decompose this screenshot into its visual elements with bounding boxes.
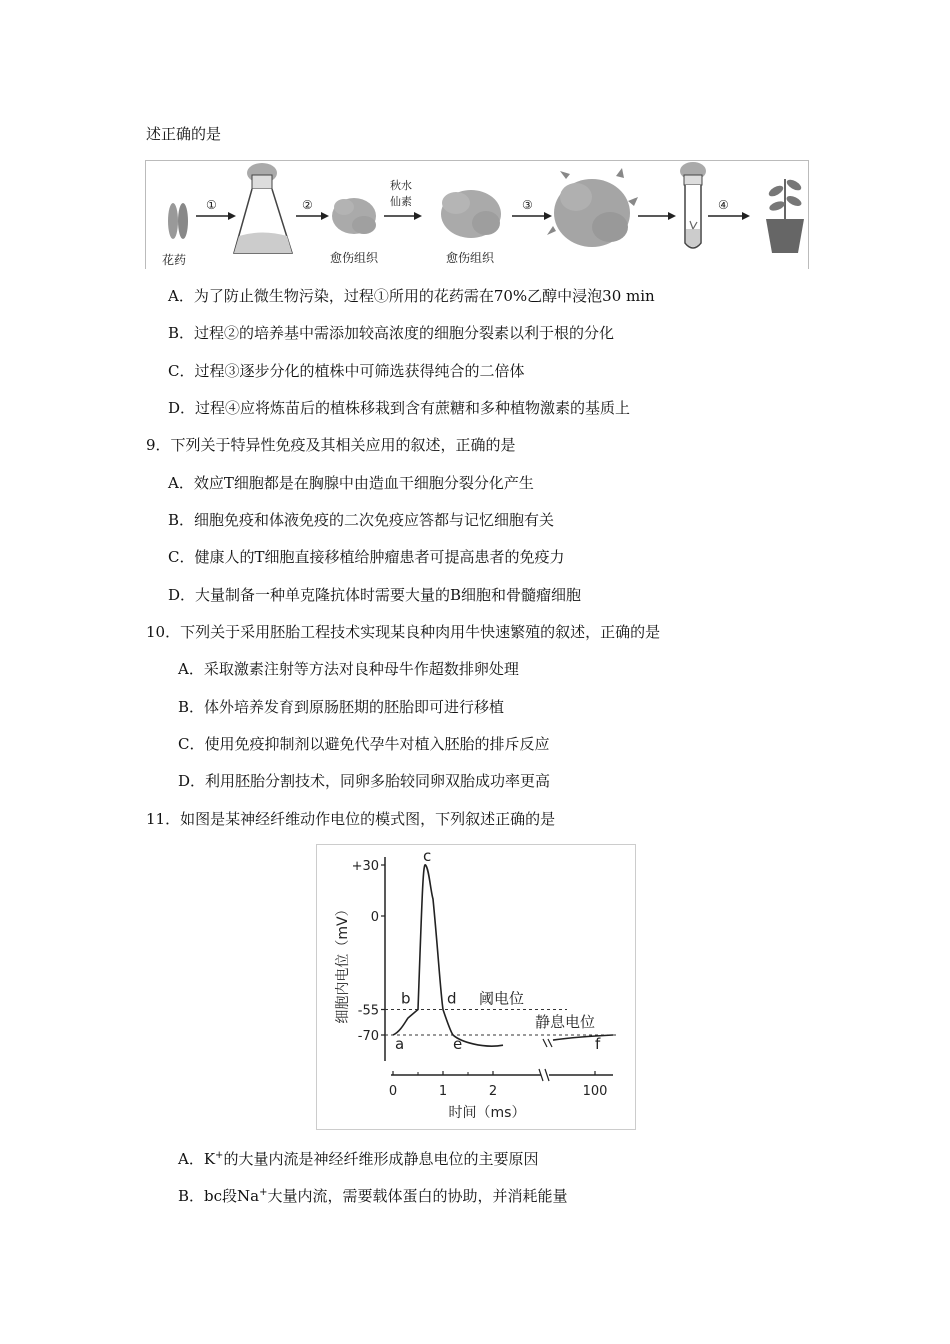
x-axis-label: 时间（ms） <box>448 1105 526 1121</box>
x-tick-label: 0 <box>388 1084 398 1099</box>
q10-option-b: B．体外培养发育到原肠胚期的胚胎即可进行移植 <box>178 698 505 716</box>
callus-label-1: 愈伤组织 <box>330 251 379 265</box>
point-label-d: d <box>447 989 457 1008</box>
potted-plant-icon <box>766 178 804 253</box>
q11-option-b-prefix: B．bc段Na <box>178 1187 260 1205</box>
q9-option-a: A．效应T细胞都是在胸腺中由造血干细胞分裂分化产生 <box>168 474 534 492</box>
y-tick-label: -55 <box>357 1003 379 1019</box>
q10-option-a: A．采取激素注射等方法对良种母牛作超数排卵处理 <box>178 660 519 678</box>
step2-label: ② <box>302 198 313 212</box>
anther-icon <box>168 203 188 239</box>
y-tick-label: 0 <box>370 910 379 925</box>
action-potential-chart <box>316 844 636 1130</box>
q10-option-d: D．利用胚胎分割技术，同卵多胎较同卵双胎成功率更高 <box>178 772 551 790</box>
point-label-a: a <box>395 1035 405 1053</box>
colchicine-label-2: 仙素 <box>390 195 412 208</box>
q8-option-c: C．过程③逐步分化的植株中可筛选获得纯合的二倍体 <box>168 362 525 380</box>
q11-option-b-rest: 大量内流，需要载体蛋白的协助，并消耗能量 <box>267 1187 568 1205</box>
action-potential-curve <box>393 865 503 1046</box>
recovery-curve <box>553 1035 613 1040</box>
point-label-c: c <box>423 847 432 865</box>
anther-label: 花药 <box>162 253 187 267</box>
callus-label-2: 愈伤组织 <box>446 251 495 265</box>
threshold-label: 阈电位 <box>479 989 525 1008</box>
q9-option-b: B．细胞免疫和体液免疫的二次免疫应答都与记忆细胞有关 <box>168 511 555 529</box>
q9-option-d: D．大量制备一种单克隆抗体时需要大量的B细胞和骨髓瘤细胞 <box>168 586 582 604</box>
point-label-e: e <box>453 1035 463 1053</box>
resting-label: 静息电位 <box>535 1013 596 1031</box>
step3-label: ③ <box>522 198 533 212</box>
q9-option-c: C．健康人的T细胞直接移植给肿瘤患者可提高患者的免疫力 <box>168 548 565 566</box>
anther-culture-figure <box>145 160 809 269</box>
test-tube-icon <box>680 162 706 248</box>
q11-option-a-prefix: A．K <box>178 1150 216 1168</box>
q11-stem: 11．如图是某神经纤维动作电位的模式图，下列叙述正确的是 <box>146 810 556 828</box>
x-tick-label: 2 <box>488 1084 498 1099</box>
q8-option-b: B．过程②的培养基中需添加较高浓度的细胞分裂素以利于根的分化 <box>168 324 615 342</box>
q11-option-b-sup: + <box>259 1187 268 1198</box>
step1-label: ① <box>206 198 217 212</box>
x-tick-label: 1 <box>438 1084 448 1099</box>
curve-break-mark <box>548 1039 552 1047</box>
q8-option-d: D．过程④应将炼苗后的植株移栽到含有蔗糖和多种植物激素的基质上 <box>168 399 631 417</box>
curve-break-mark <box>543 1039 547 1047</box>
x-tick-label: 100 <box>582 1084 608 1099</box>
flask-icon <box>234 163 292 253</box>
y-tick-label: +30 <box>351 859 379 874</box>
q11-option-a-rest: 的大量内流是神经纤维形成静息电位的主要原因 <box>223 1150 539 1168</box>
y-tick-label: -70 <box>357 1029 379 1044</box>
intro-text: 述正确的是 <box>146 125 222 143</box>
q9-stem: 9．下列关于特异性免疫及其相关应用的叙述，正确的是 <box>146 436 516 454</box>
q11-option-b <box>178 1183 568 1206</box>
q10-option-c: C．使用免疫抑制剂以避免代孕牛对植入胚胎的排斥反应 <box>178 735 550 753</box>
y-axis-label: 细胞内电位（mV） <box>335 902 351 1024</box>
point-label-b: b <box>401 989 411 1008</box>
step4-label: ④ <box>718 198 729 212</box>
q11-option-a <box>178 1146 538 1169</box>
q8-option-a: A．为了防止微生物污染，过程①所用的花药需在70%乙醇中浸泡30 min <box>168 287 655 305</box>
q11-option-a-sup: + <box>215 1150 224 1161</box>
callus-icon-large <box>441 190 501 238</box>
point-label-f: f <box>595 1035 601 1053</box>
q10-stem: 10．下列关于采用胚胎工程技术实现某良种肉用牛快速繁殖的叙述，正确的是 <box>146 623 661 641</box>
callus-icon <box>332 198 376 234</box>
colchicine-label-1: 秋水 <box>390 179 412 192</box>
differentiating-callus-icon <box>547 168 638 247</box>
